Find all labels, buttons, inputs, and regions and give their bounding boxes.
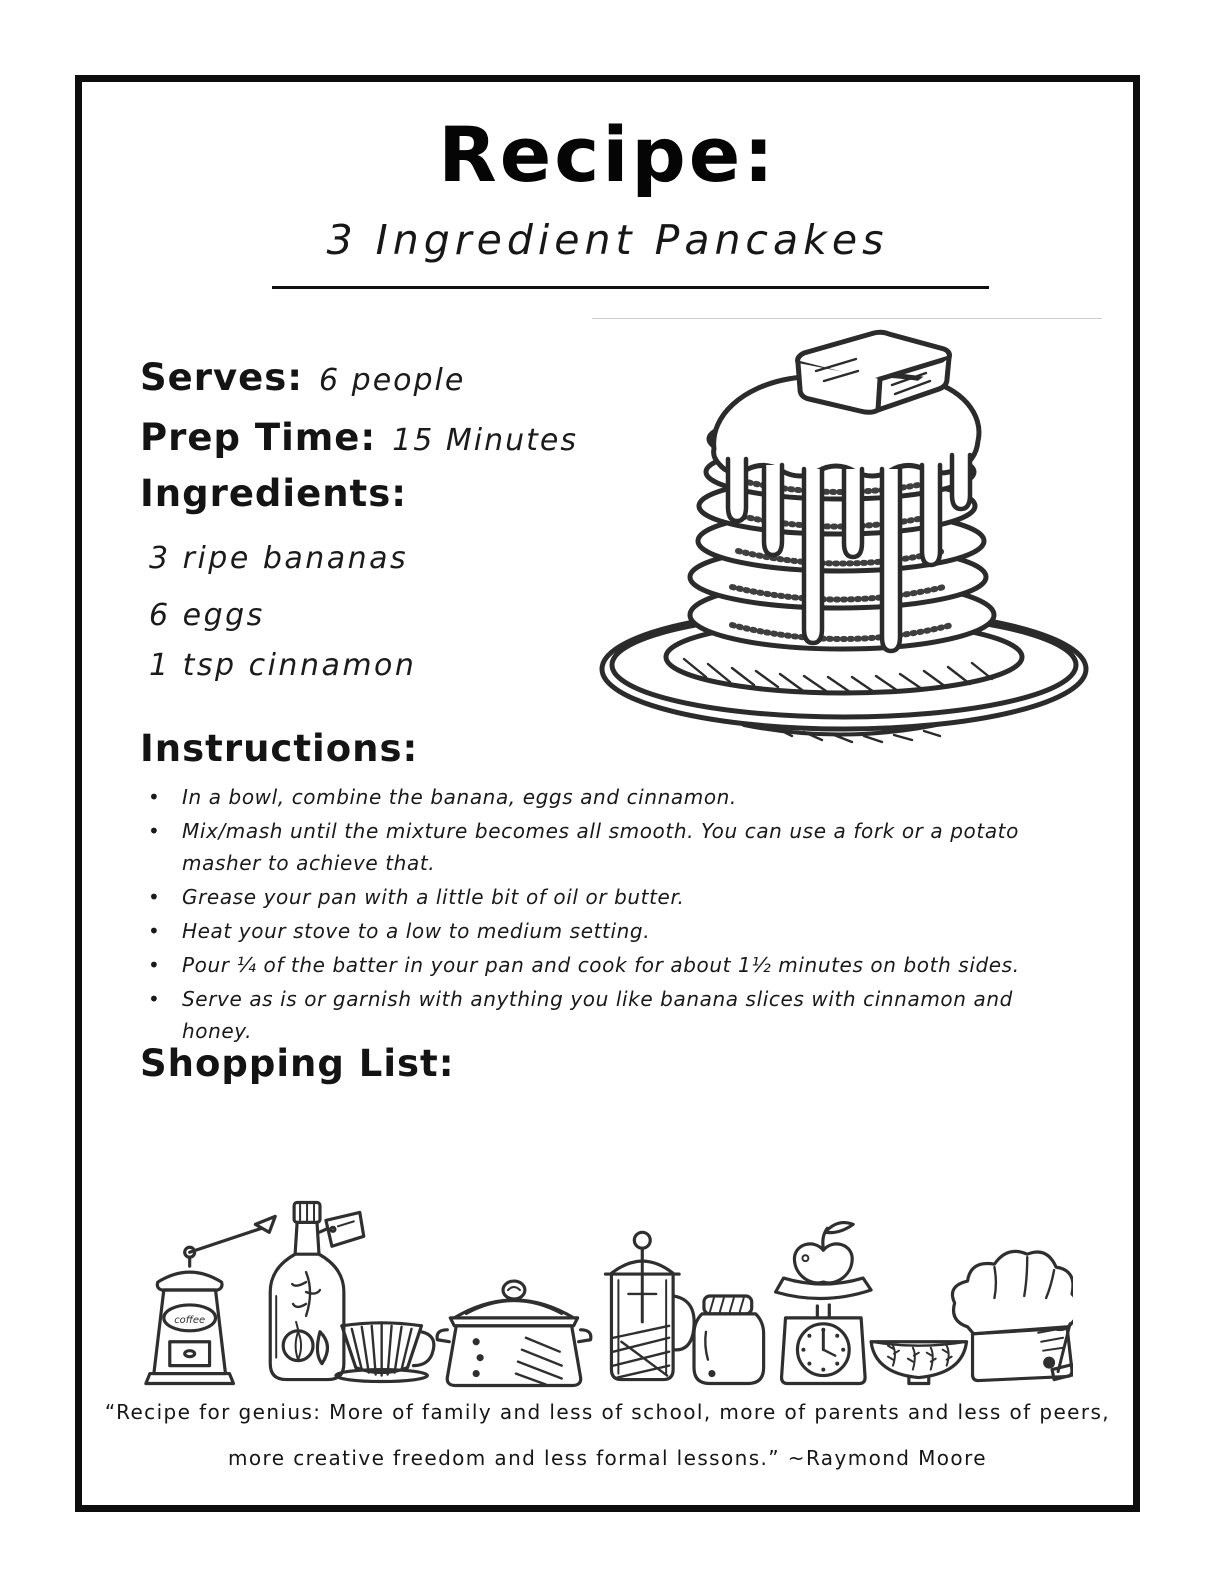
instruction-item: • Mix/mash until the mixture becomes all smooth. You can use a fork or a potato masher to achieve that. [146,815,1086,879]
ingredient-item: 1 tsp cinnamon [149,648,417,683]
jar-icon [694,1296,764,1384]
serves-value: 6 people [319,363,466,398]
instruction-item: • Grease your pan with a little bit of oil or butter. [146,881,1086,913]
prep-time-label: Prep Time: [140,416,377,459]
herb-bowl-icon [871,1342,966,1384]
quote-text: “Recipe for genius: More of family and less of school, more of parents and less of peers, [104,1400,1111,1424]
recipe-subtitle: 3 Ingredient Pancakes [326,216,889,264]
kitchen-doodles-row [128,1196,1073,1388]
prep-time-value: 15 Minutes [392,423,579,458]
quote-attribution: more creative freedom and less formal lessons.” ~Raymond Moore [228,1446,987,1470]
kitchen-scale-icon [776,1223,871,1384]
instruction-item: • In a bowl, combine the banana, eggs and cinnamon. [146,781,1086,813]
coffee-grinder-icon [146,1216,275,1383]
ingredient-item: 3 ripe bananas [149,541,409,576]
french-press-icon [605,1232,694,1379]
teacup-icon [336,1323,434,1382]
ingredients-heading: Ingredients: [140,472,408,515]
instruction-item: • Serve as is or garnish with anything you like banana slices with cinnamon and honey. [146,983,1086,1047]
pancake-illustration-frame [592,318,1102,745]
kitchen-doodles [128,1196,1073,1388]
pot-icon [437,1281,591,1385]
subtitle-underline [272,286,989,289]
instruction-item: • Pour ¼ of the batter in your pan and cook for about 1½ minutes on both sides. [146,949,1086,981]
prep-time-row [140,416,578,459]
apple-icon [794,1223,853,1283]
grinder-label: coffee [174,1314,206,1326]
serves-label: Serves: [140,356,304,399]
pancake-stack-illustration [592,319,1102,744]
shopping-list-heading: Shopping List: [140,1042,455,1085]
serves-row [140,356,465,399]
chef-hat-icon [952,1251,1073,1380]
page-title: Recipe: [438,110,777,199]
ingredient-item: 6 eggs [149,598,265,633]
instructions-heading: Instructions: [140,727,419,770]
instruction-item: • Heat your stove to a low to medium setting. [146,915,1086,947]
instructions-list [146,781,1086,1049]
